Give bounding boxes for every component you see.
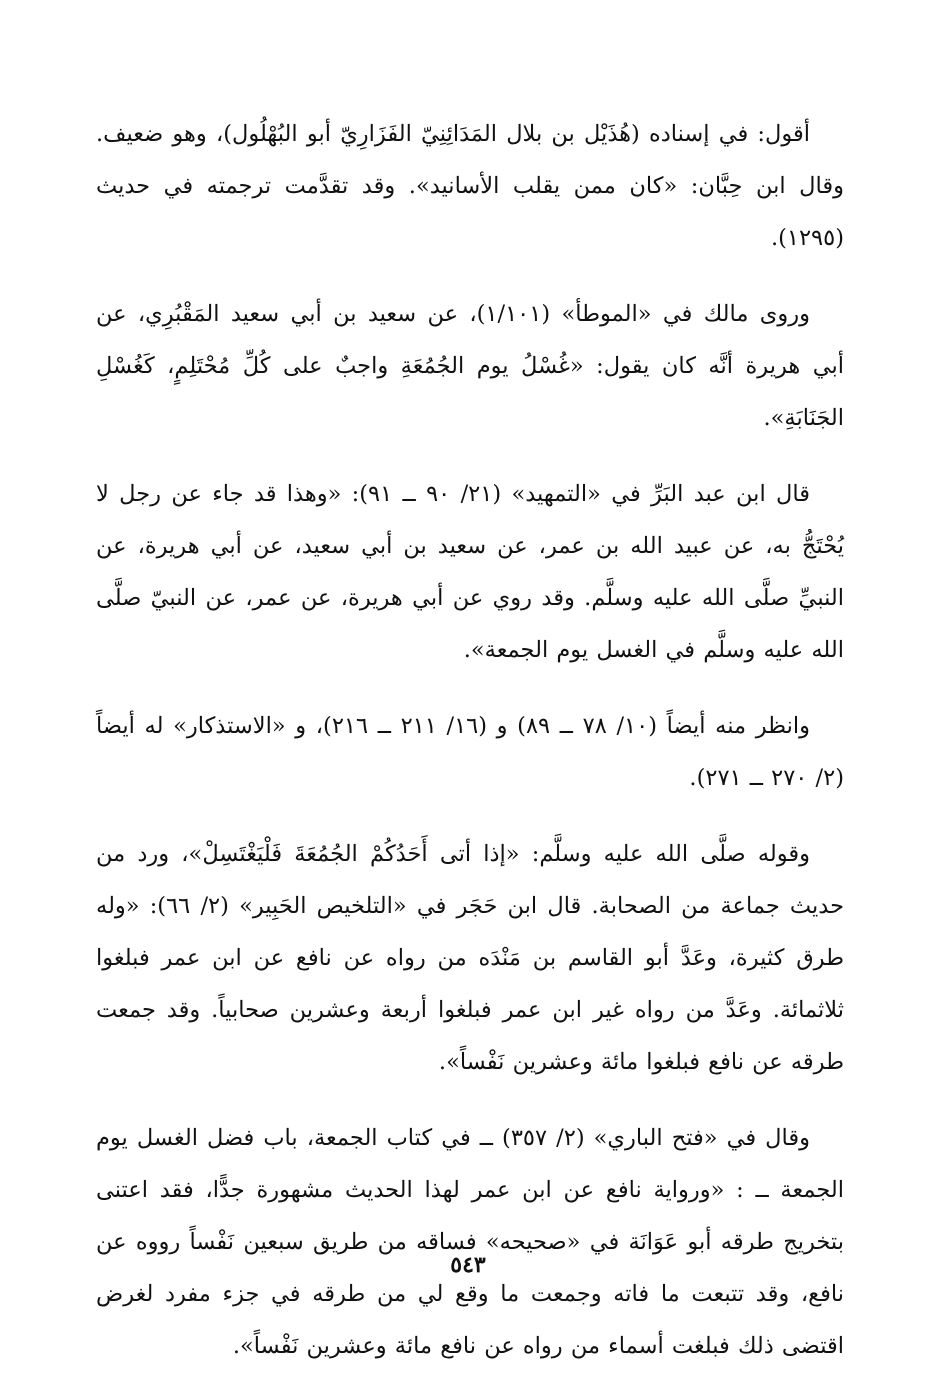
paragraph-4: وانظر منه أيضاً (١٠/ ٧٨ ــ ٨٩) و (١٦/ ٢١١ ــ ٢١٦)، و «الاستذكار» له أيضاً (٢/ ٢٧٠ ــ ٢٧١).: [96, 713, 844, 791]
paragraph-5: وقوله صلَّى الله عليه وسلَّم: «إذا أتى أَحَدُكُمْ الجُمُعَةَ فَلْيَغْتَسِلْ»، ورد من حديث جماعة من الصحابة. قال ابن حَجَر في «التلخيص الحَبِير» (٢/ ٦٦): «وله طرق كثيرة، وعَدَّ أبو القاسم بن مَنْدَه من رواه عن نافع عن ابن عمر فبلغوا ثلاثمائة. وعَدَّ من رواه غير ابن عمر فبلغوا أربعة وعشرين صحابياً. وقد جمعت طرقه عن نافع فبلغوا مائة وعشرين نَفْساً».: [96, 841, 845, 1075]
page-body-text: [96, 108, 844, 1372]
paragraph-6: وقال في «فتح الباري» (٢/ ٣٥٧) ــ في كتاب الجمعة، باب فضل الغسل يوم الجمعة ــ : «ورواية نافع عن ابن عمر لهذا الحديث مشهورة جدًّا، فقد اعتنى بتخريج طرقه أبو عَوَانَة في «صحيحه» فساقه من طريق سبعين نَفْساً رووه عن نافع، وقد تتبعت ما فاته وجمعت ما وقع لي من طرقه في جزء مفرد لغرض اقتضى ذلك فبلغت أسماء من رواه عن نافع مائة وعشرين نَفْساً».: [96, 1125, 844, 1359]
paragraph-2: وروى مالك في «الموطأ» (١/١٠١)، عن سعيد بن أبي سعيد المَقْبُرِي، عن أبي هريرة أنَّه كان يقول: «غُسْلُ يوم الجُمُعَةِ واجبٌ على كُلِّ مُحْتَلِمٍ، كَغُسْلِ الجَنَابَةِ».: [96, 301, 844, 431]
page-number: ٥٤٣: [450, 1252, 486, 1278]
paragraph-3: قال ابن عبد البَرِّ في «التمهيد» (٢١/ ٩٠ ــ ٩١): «وهذا قد جاء عن رجل لا يُحْتَجُّ به، عن عبيد الله بن عمر، عن سعيد بن أبي سعيد، عن أبي هريرة، عن النبيِّ صلَّى الله عليه وسلَّم. وقد روي عن أبي هريرة، عن عمر، عن النبيّ صلَّى الله عليه وسلَّم في الغسل يوم الجمعة».: [96, 481, 844, 663]
paragraph-1: أقول: في إسناده (هُذَيْل بن بلال المَدَائِنِيّ الفَزَارِيّ أبو البُهْلُول)، وهو ضعيف. وقال ابن حِبَّان: «كان ممن يقلب الأسانيد». وقد تقدَّمت ترجمته في حديث (١٢٩٥).: [96, 121, 844, 251]
